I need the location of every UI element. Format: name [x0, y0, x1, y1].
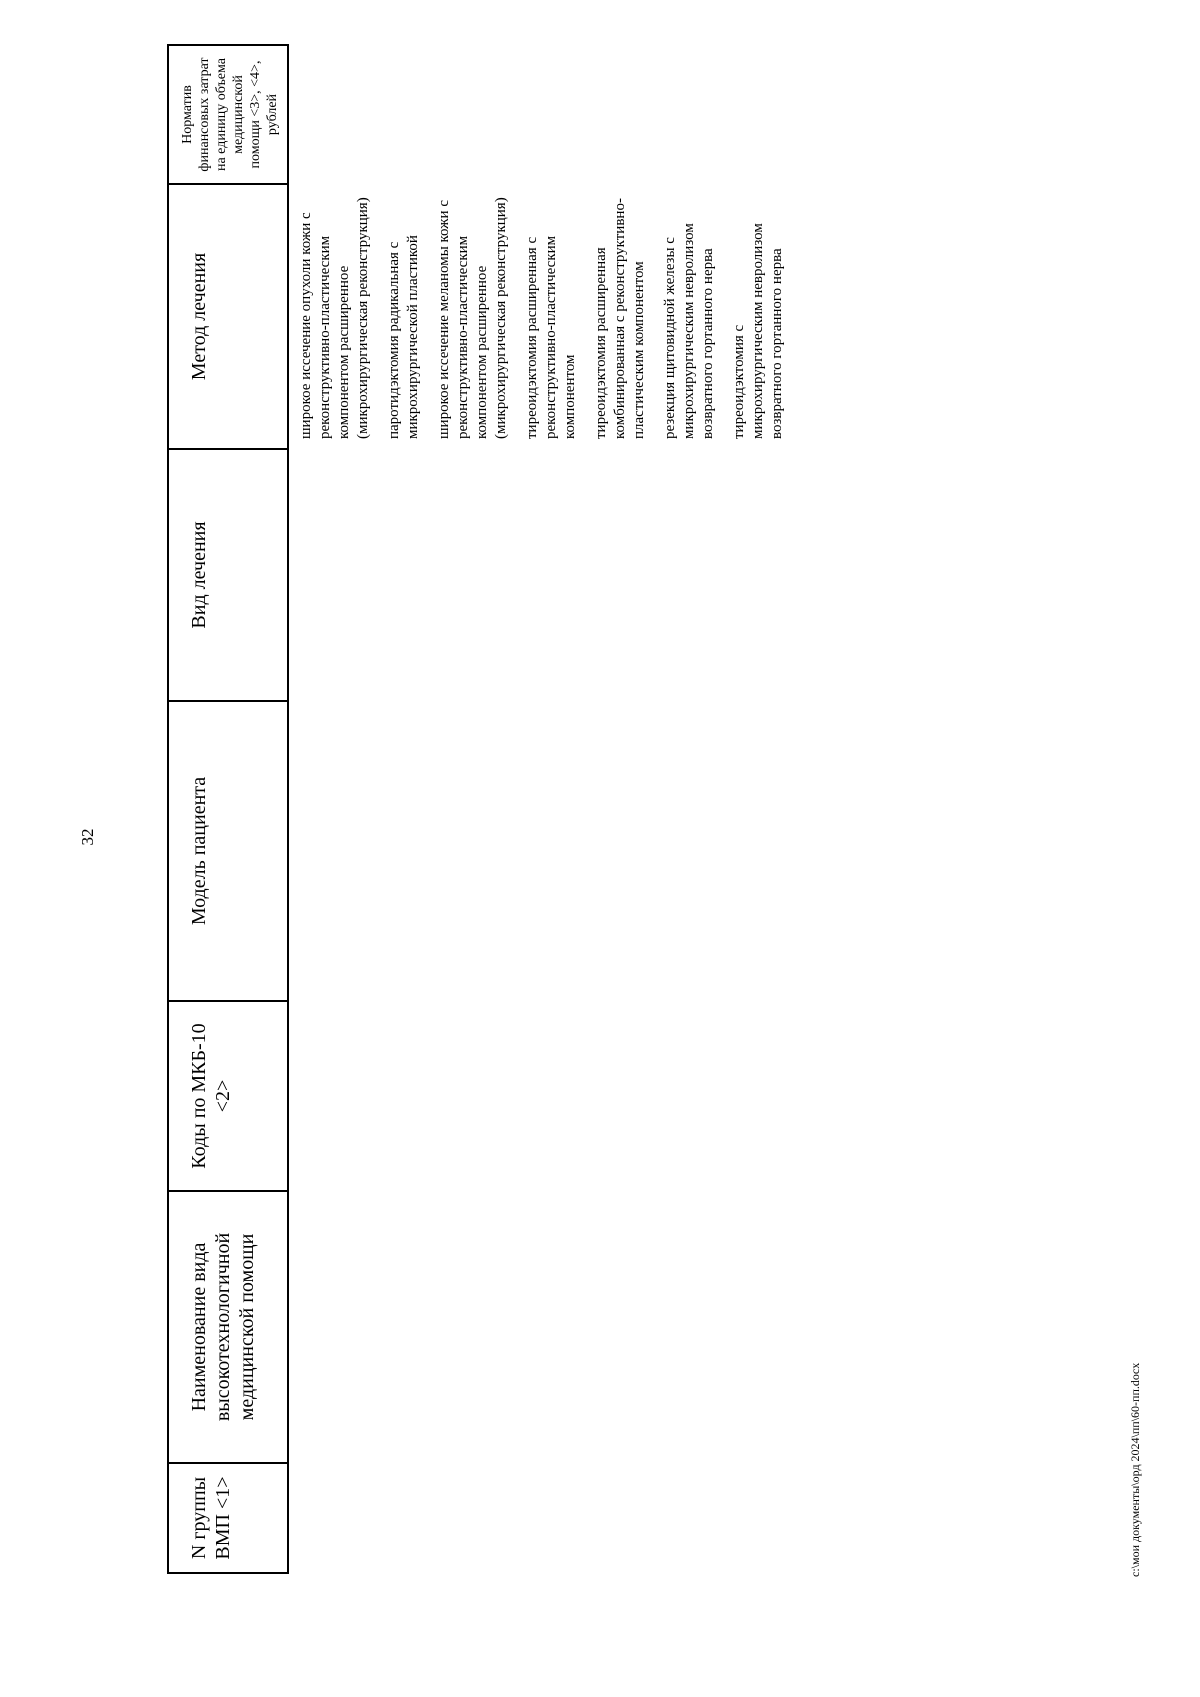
cell-treatment-type — [288, 449, 799, 701]
table-header-row — [168, 45, 288, 1573]
header-icd-codes: Коды по МКБ-10 <2> — [168, 1001, 288, 1191]
method-item: тиреоидэктомия расширенная с реконструктивно-пластическим компонентом — [524, 235, 578, 439]
cell-cost-standard — [288, 45, 799, 184]
header-cost-standard: Норматив финансовых затрат на единицу объема медицинской помощи <3>, <4>, рублей — [168, 45, 288, 184]
method-item: тиреоидэктомия с микрохирургическим невролизом возвратного гортанного нерва — [731, 223, 785, 439]
table-row — [288, 45, 799, 1573]
cell-care-type-name — [288, 1191, 799, 1463]
header-treatment-type: Вид лечения — [168, 449, 288, 701]
vmp-table — [167, 44, 799, 1574]
method-item: широкое иссечение опухоли кожи с реконструктивно-пластическим компонентом расширенное (микрохирургическая реконструкция) — [298, 197, 371, 439]
file-path-footer: c:\мои документы\орд 2024\пп\60-пп.docx — [1128, 1362, 1142, 1577]
header-care-type-name: Наименование вида высокотехнологичной медицинской помощи — [168, 1191, 288, 1463]
cell-icd-codes — [288, 1001, 799, 1191]
header-treatment-method: Метод лечения — [168, 184, 288, 449]
cell-patient-model — [288, 701, 799, 1001]
cell-treatment-methods — [288, 184, 799, 449]
method-item: паротидэктомия радикальная с микрохирургической пластикой — [386, 235, 421, 439]
cell-group-number — [288, 1463, 799, 1573]
method-item: резекция щитовидной железы с микрохирургическим невролизом возвратного гортанного нерва — [662, 223, 716, 439]
header-patient-model: Модель пациента — [168, 701, 288, 1001]
method-item: тиреоидэктомия расширенная комбинированная с реконструктивно-пластическим компонентом — [593, 198, 647, 439]
page-number: 32 — [78, 828, 97, 846]
header-group-number: N группы ВМП <1> — [168, 1463, 288, 1573]
method-item: широкое иссечение меланомы кожи с реконструктивно-пластическим компонентом расширенное (микрохирургическая реконструкция) — [436, 197, 509, 439]
